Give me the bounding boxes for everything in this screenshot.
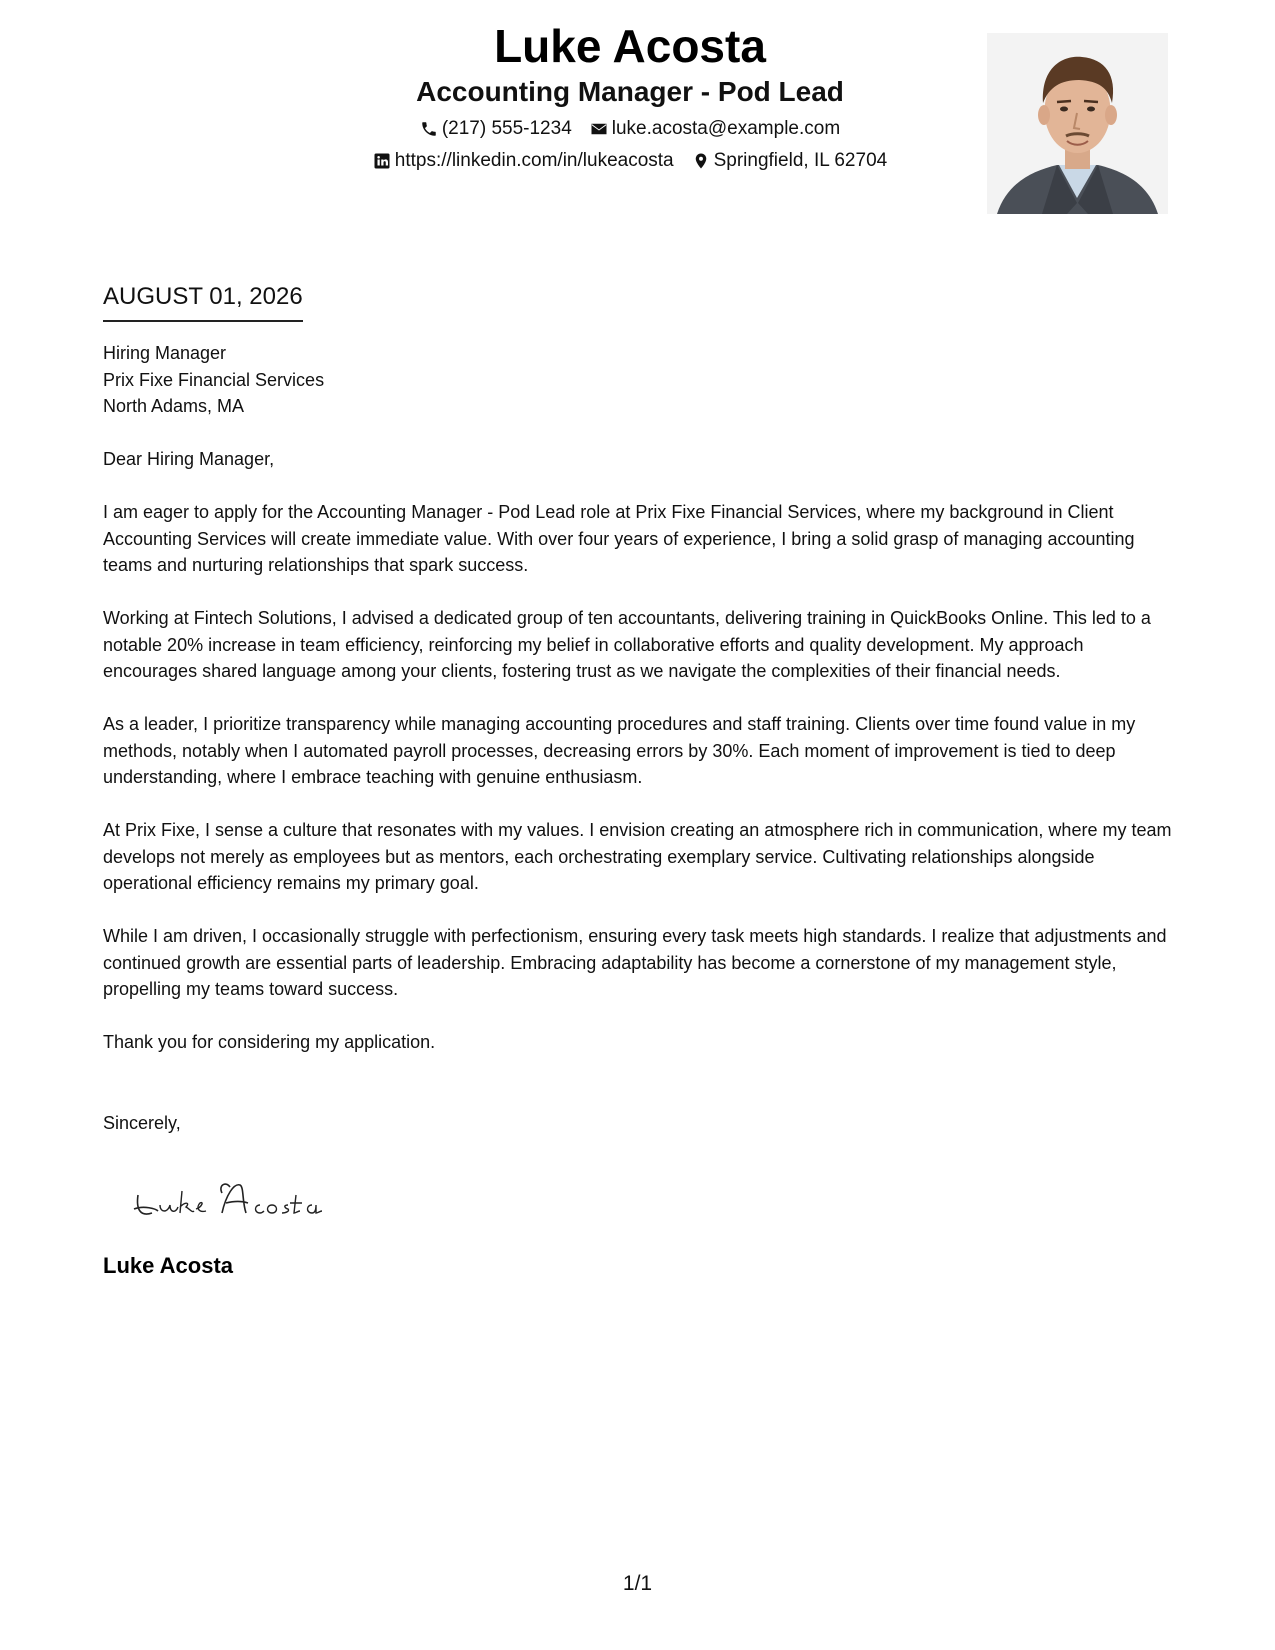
signature-image bbox=[130, 1165, 340, 1225]
recipient-name: Hiring Manager bbox=[103, 343, 227, 363]
location-contact bbox=[692, 148, 888, 174]
map-pin-icon bbox=[692, 152, 710, 170]
linkedin-icon bbox=[373, 152, 391, 170]
contact-row-1 bbox=[280, 116, 980, 142]
job-title: Accounting Manager - Pod Lead bbox=[416, 76, 844, 107]
letter-body bbox=[103, 340, 1178, 1082]
page-number: 1/1 bbox=[622, 1572, 653, 1595]
phone-text: (217) 555-1234 bbox=[441, 118, 572, 139]
recipient-block bbox=[103, 340, 1178, 420]
letter-header bbox=[0, 18, 1275, 218]
envelope-icon bbox=[590, 120, 608, 138]
email-contact[interactable] bbox=[590, 116, 840, 142]
paragraph-1: I am eager to apply for the Accounting Manager - Pod Lead role at Prix Fixe Financial Services, where my background in Client Accounting Services will create immediate value. With over four years of experience, I bring a solid grasp of managing accounting teams and nurturing relationships that spark success. bbox=[103, 502, 1135, 575]
phone-icon bbox=[420, 120, 438, 138]
portrait-image bbox=[987, 33, 1168, 214]
contact-row-2 bbox=[280, 148, 980, 174]
paragraph-3: As a leader, I prioritize transparency while managing accounting procedures and staff training. Clients over time found value in my methods, notably when I automated payroll processes, decreasing errors by 30%. Each moment of improvement is tied to deep understanding, where I embrace teaching with genuine enthusiasm. bbox=[103, 714, 1136, 787]
location-text: Springfield, IL 62704 bbox=[713, 150, 888, 171]
paragraph-6: Thank you for considering my application. bbox=[103, 1032, 436, 1052]
letter-date: AUGUST 01, 2026 bbox=[103, 282, 303, 322]
signature-name: Luke Acosta bbox=[103, 1253, 234, 1278]
phone-contact[interactable] bbox=[420, 116, 572, 142]
paragraph-5: While I am driven, I occasionally struggle with perfectionism, ensuring every task meets high standards. I realize that adjustments and continued growth are essential parts of leadership. Embracing adaptability has become a cornerstone of my management style, propelling my teams toward success. bbox=[103, 926, 1167, 999]
header-text bbox=[280, 18, 980, 174]
paragraph-4: At Prix Fixe, I sense a culture that resonates with my values. I envision creating an atmosphere rich in communication, where my team develops not merely as employees but as mentors, each orchestrating exemplary service. Cultivating relationships alongside operational efficiency remains my primary goal. bbox=[103, 820, 1172, 893]
applicant-name: Luke Acosta bbox=[494, 20, 766, 72]
recipient-company: Prix Fixe Financial Services bbox=[103, 369, 325, 390]
salutation: Dear Hiring Manager, bbox=[103, 449, 275, 469]
linkedin-contact[interactable] bbox=[373, 148, 674, 174]
closing: Sincerely, bbox=[103, 1113, 181, 1133]
paragraph-2: Working at Fintech Solutions, I advised a dedicated group of ten accountants, delivering training in QuickBooks Online. This led to a notable 20% increase in team efficiency, reinforcing my belief in collaborative efforts and quality development. My approach encourages shared language among your clients, fostering trust as we navigate the complexities of their financial needs. bbox=[103, 608, 1151, 681]
profile-photo bbox=[987, 33, 1168, 214]
email-text: luke.acosta@example.com bbox=[611, 118, 841, 139]
linkedin-text: https://linkedin.com/in/lukeacosta bbox=[394, 150, 674, 171]
recipient-location: North Adams, MA bbox=[103, 396, 245, 416]
